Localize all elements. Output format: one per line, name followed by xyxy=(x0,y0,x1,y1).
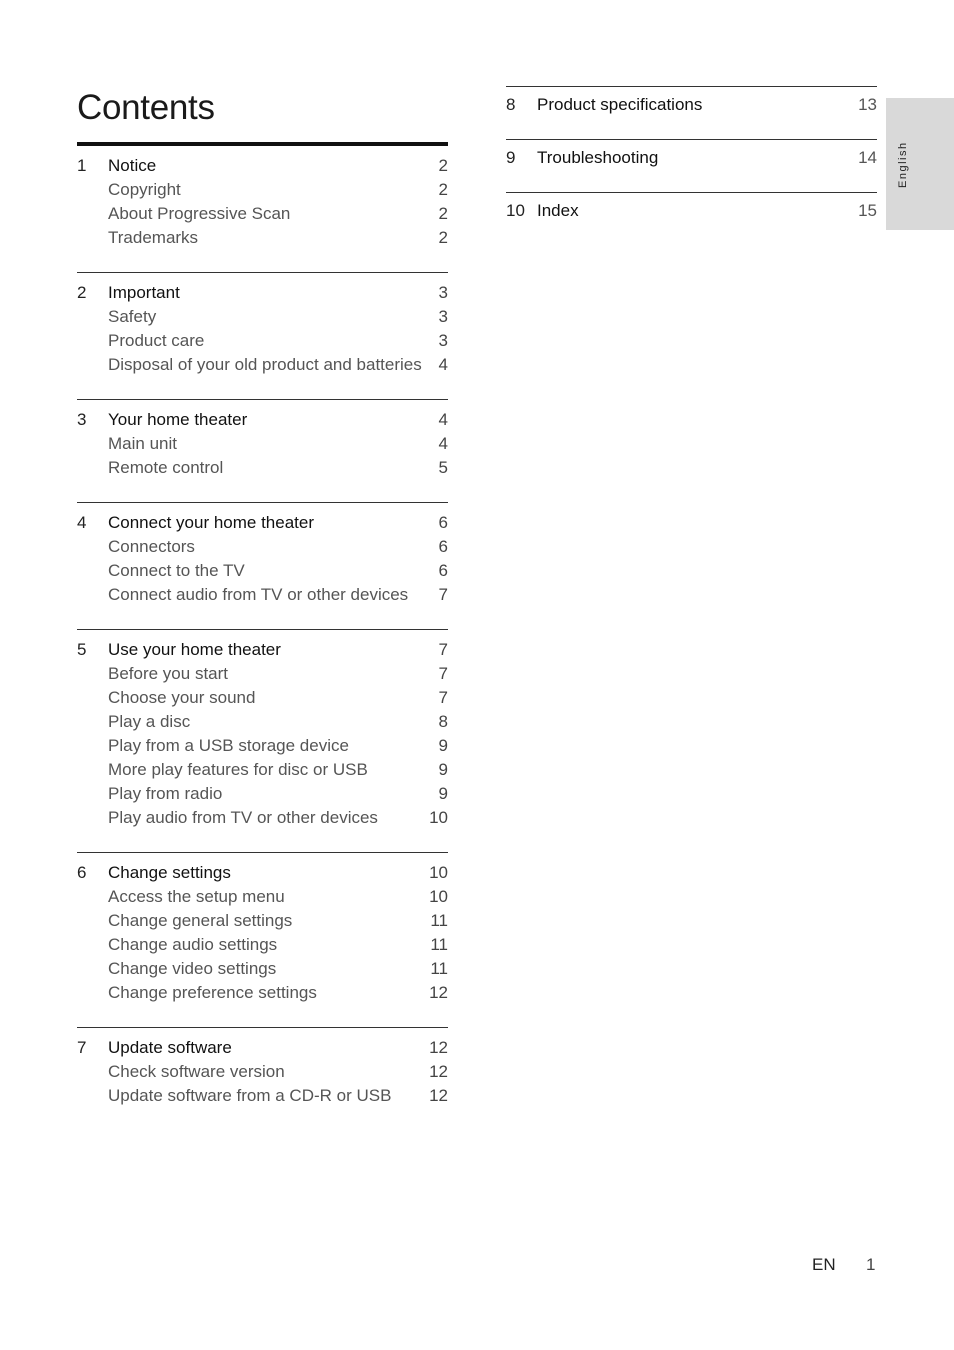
page-number: 12 xyxy=(429,1062,448,1081)
page-number: 3 xyxy=(438,283,448,302)
section-title: Your home theater xyxy=(108,410,248,429)
section-number: 8 xyxy=(506,95,516,114)
toc-entry[interactable] xyxy=(77,1060,448,1084)
toc-section xyxy=(77,1027,448,1130)
section-number: 6 xyxy=(77,863,87,882)
toc-section xyxy=(506,86,877,139)
toc-entry[interactable] xyxy=(77,559,448,583)
toc-left-column xyxy=(77,146,448,1130)
toc-entry[interactable] xyxy=(77,710,448,734)
entry-title: Change preference settings xyxy=(108,983,317,1002)
section-number: 2 xyxy=(77,283,87,302)
page-number: 6 xyxy=(438,513,448,532)
toc-section xyxy=(77,272,448,399)
entry-title: Check software version xyxy=(108,1062,285,1081)
toc-section-heading[interactable] xyxy=(77,861,448,885)
toc-entry[interactable] xyxy=(77,758,448,782)
page-number: 7 xyxy=(438,585,448,604)
toc-section xyxy=(506,139,877,192)
page-number: 7 xyxy=(438,664,448,683)
language-tab-label: English xyxy=(897,141,909,188)
section-title: Change settings xyxy=(108,863,231,882)
section-title: Index xyxy=(537,201,579,220)
entry-title: Connect audio from TV or other devices xyxy=(108,585,409,604)
toc-entry[interactable] xyxy=(77,178,448,202)
footer-language: EN xyxy=(812,1255,836,1274)
entry-title: Copyright xyxy=(108,180,181,199)
page-number: 10 xyxy=(429,887,448,906)
page-number: 13 xyxy=(858,95,877,114)
section-title: Troubleshooting xyxy=(537,148,659,167)
toc-section xyxy=(506,192,877,245)
entry-title: Play audio from TV or other devices xyxy=(108,808,378,827)
page-number: 9 xyxy=(438,760,448,779)
section-number: 10 xyxy=(506,201,525,220)
page-number: 14 xyxy=(858,148,877,167)
page-number: 7 xyxy=(438,688,448,707)
section-title: Important xyxy=(108,283,180,302)
page-number: 3 xyxy=(438,307,448,326)
page-number: 3 xyxy=(438,331,448,350)
entry-title: Connect to the TV xyxy=(108,561,245,580)
toc-entry[interactable] xyxy=(77,981,448,1005)
toc-entry[interactable] xyxy=(77,1084,448,1108)
toc-entry[interactable] xyxy=(77,456,448,480)
section-number: 9 xyxy=(506,148,516,167)
page-number: 11 xyxy=(430,959,448,978)
entry-title: About Progressive Scan xyxy=(108,204,291,223)
page-number: 10 xyxy=(429,808,448,827)
section-number: 3 xyxy=(77,410,87,429)
entry-title: Change audio settings xyxy=(108,935,278,954)
page-number: 12 xyxy=(429,983,448,1002)
page-number: 2 xyxy=(438,180,448,199)
entry-title: Main unit xyxy=(108,434,177,453)
toc-entry[interactable] xyxy=(77,535,448,559)
footer-page-number: 1 xyxy=(866,1255,876,1274)
entry-title: Disposal of your old product and batteries xyxy=(108,355,422,374)
toc-entry[interactable] xyxy=(77,583,448,607)
page-title: Contents xyxy=(77,88,215,127)
toc-section-heading[interactable] xyxy=(506,93,877,117)
page-number: 4 xyxy=(438,410,448,429)
page-number: 8 xyxy=(438,712,448,731)
section-title: Use your home theater xyxy=(108,640,281,659)
entry-title: Update software from a CD-R or USB xyxy=(108,1086,392,1105)
page-number: 9 xyxy=(438,736,448,755)
page-number: 15 xyxy=(858,201,877,220)
entry-title: Remote control xyxy=(108,458,224,477)
entry-title: Product care xyxy=(108,331,205,350)
page-number: 4 xyxy=(438,434,448,453)
toc-section-heading[interactable] xyxy=(77,511,448,535)
page-number: 5 xyxy=(438,458,448,477)
toc-entry[interactable] xyxy=(77,734,448,758)
toc-entry[interactable] xyxy=(77,909,448,933)
toc-section-heading[interactable] xyxy=(77,408,448,432)
toc-section xyxy=(77,146,448,272)
page-number: 2 xyxy=(438,156,448,175)
section-title: Product specifications xyxy=(537,95,703,114)
section-number: 5 xyxy=(77,640,87,659)
section-number: 1 xyxy=(77,156,87,175)
toc-entry[interactable] xyxy=(77,226,448,250)
entry-title: Play from radio xyxy=(108,784,223,803)
toc-entry[interactable] xyxy=(77,686,448,710)
page-number: 6 xyxy=(438,561,448,580)
toc-entry[interactable] xyxy=(77,432,448,456)
toc-section-heading[interactable] xyxy=(77,638,448,662)
entry-title: More play features for disc or USB xyxy=(108,760,368,779)
toc-entry[interactable] xyxy=(77,353,448,377)
toc-section-heading[interactable] xyxy=(506,146,877,170)
section-title: Notice xyxy=(108,156,157,175)
toc-section-heading[interactable] xyxy=(506,199,877,223)
toc-right-column xyxy=(506,86,877,245)
section-number: 4 xyxy=(77,513,87,532)
toc-entry[interactable] xyxy=(77,202,448,226)
section-title: Connect your home theater xyxy=(108,513,315,532)
page-number: 2 xyxy=(438,228,448,247)
toc-section xyxy=(77,852,448,1027)
toc-section-heading[interactable] xyxy=(77,281,448,305)
toc-section-heading[interactable] xyxy=(77,154,448,178)
page-number: 10 xyxy=(429,863,448,882)
toc-entry[interactable] xyxy=(77,933,448,957)
entry-title: Access the setup menu xyxy=(108,887,285,906)
entry-title: Play from a USB storage device xyxy=(108,736,349,755)
page-number: 12 xyxy=(429,1038,448,1057)
page-number: 11 xyxy=(430,911,448,930)
entry-title: Trademarks xyxy=(108,228,199,247)
toc-entry[interactable] xyxy=(77,305,448,329)
toc-section xyxy=(77,502,448,629)
toc-entry[interactable] xyxy=(77,957,448,981)
page-number: 4 xyxy=(438,355,448,374)
entry-title: Connectors xyxy=(108,537,195,556)
entry-title: Change video settings xyxy=(108,959,277,978)
page-number: 12 xyxy=(429,1086,448,1105)
entry-title: Choose your sound xyxy=(108,688,256,707)
toc-entry[interactable] xyxy=(77,806,448,830)
section-title: Update software xyxy=(108,1038,232,1057)
toc-section-heading[interactable] xyxy=(77,1036,448,1060)
toc-entry[interactable] xyxy=(77,662,448,686)
page-number: 2 xyxy=(438,204,448,223)
toc-section xyxy=(77,629,448,852)
section-number: 7 xyxy=(77,1038,87,1057)
entry-title: Before you start xyxy=(108,664,229,683)
page-number: 6 xyxy=(438,537,448,556)
toc-section xyxy=(77,399,448,502)
page-number: 7 xyxy=(438,640,448,659)
entry-title: Play a disc xyxy=(108,712,191,731)
page-number: 11 xyxy=(430,935,448,954)
toc-entry[interactable] xyxy=(77,329,448,353)
toc-entry[interactable] xyxy=(77,885,448,909)
entry-title: Change general settings xyxy=(108,911,293,930)
entry-title: Safety xyxy=(108,307,157,326)
toc-entry[interactable] xyxy=(77,782,448,806)
page-number: 9 xyxy=(438,784,448,803)
